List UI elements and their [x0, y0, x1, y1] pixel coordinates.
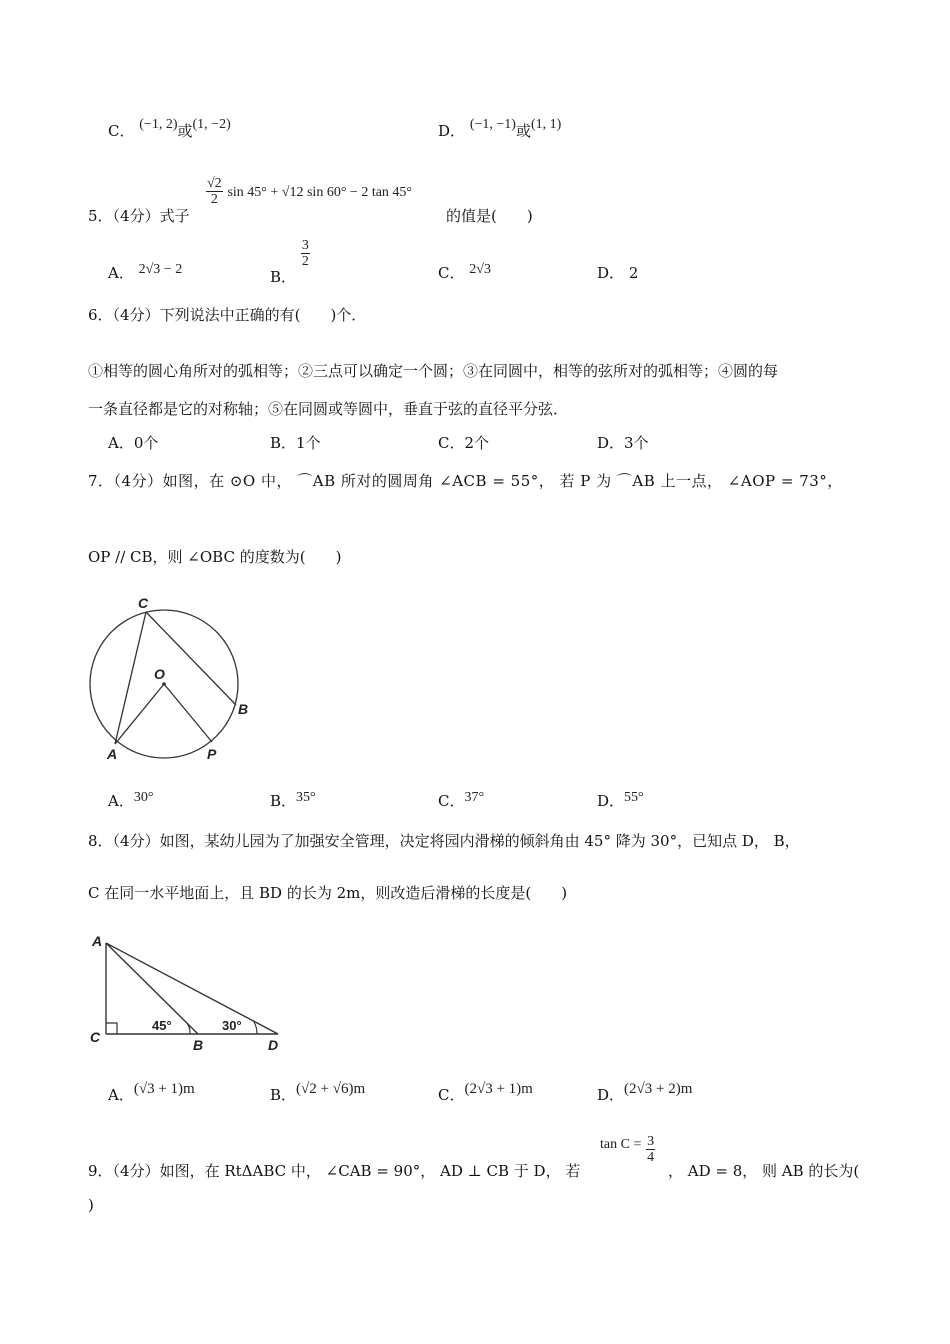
q7-option-b[interactable]	[270, 790, 316, 811]
option-value: (2√3 + 2)m	[624, 1081, 693, 1097]
option-value: 35°	[296, 790, 316, 805]
q5-option-a[interactable]	[108, 262, 182, 283]
q9-stem-prefix: 9．（4分）如图，在 RtΔABC 中， ∠CAB = 90°， AD ⊥ CB 于 D， 若	[88, 1162, 581, 1180]
fraction	[646, 1134, 655, 1166]
label-d: D	[268, 1037, 279, 1053]
angle-label-45: 45°	[152, 1018, 172, 1033]
q5-option-c[interactable]	[438, 262, 491, 283]
option-value: (√2 + √6)m	[296, 1081, 366, 1097]
radius-op	[164, 684, 212, 742]
q5-option-d[interactable]	[597, 262, 638, 283]
option-value: 2个	[464, 434, 490, 452]
option-label: D．	[597, 264, 625, 282]
option-label: A．	[108, 792, 134, 810]
option-label: A．	[108, 434, 134, 452]
q6-stem: 6．（4分）下列说法中正确的有( )个．	[88, 306, 367, 324]
label-a: A	[107, 746, 118, 762]
denominator: 2	[210, 192, 218, 208]
fraction	[206, 176, 223, 208]
option-label: C．	[438, 792, 465, 810]
option-label: A．	[108, 1086, 134, 1104]
chord-cb	[146, 612, 236, 705]
angle-label-30: 30°	[222, 1018, 242, 1033]
option-value: 1个	[296, 434, 321, 452]
option-value: 55°	[624, 790, 644, 805]
center-point	[162, 682, 166, 686]
option-value: (2√3 + 1)m	[464, 1081, 533, 1097]
option-value: 2√3 − 2	[138, 262, 183, 277]
q7-option-d[interactable]	[597, 790, 644, 811]
q6-body-line1: ①相等的圆心角所对的弧相等；②三点可以确定一个圆；③在同圆中，相等的弦所对的弧相等；④圆的每	[88, 362, 779, 380]
option-value: 2	[628, 264, 639, 282]
numerator: 3	[301, 238, 309, 253]
label-c: C	[90, 1029, 101, 1045]
q8-stem-line2: C 在同一水平地面上，且 BD 的长为 2m，则改造后滑梯的长度是( )	[88, 884, 568, 902]
expression-rest: sin 45° + √12 sin 60° − 2 tan 45°	[227, 184, 413, 200]
q7-option-a[interactable]	[108, 790, 153, 811]
option-label: D．	[597, 434, 625, 452]
angle-arc-45	[186, 1022, 190, 1034]
q6-option-a[interactable]	[108, 432, 158, 453]
denominator: 2	[301, 254, 309, 270]
option-value: 37°	[464, 790, 485, 805]
option-label: D．	[597, 792, 625, 810]
q7-stem-line2: OP // CB，则 ∠OBC 的度数为( )	[88, 548, 342, 566]
label-o: O	[154, 666, 165, 682]
right-angle-mark	[106, 1023, 117, 1034]
tan-label: tan C =	[600, 1136, 642, 1152]
q8-option-c[interactable]	[438, 1081, 533, 1105]
option-value: (1, 1)	[530, 117, 562, 132]
q5-stem-prefix: 5．（4分）式子	[88, 207, 190, 225]
option-label: C．	[438, 264, 465, 282]
numerator: √2	[207, 176, 222, 191]
option-label: C．	[438, 434, 465, 452]
q6-option-b[interactable]	[270, 432, 321, 453]
option-label: A．	[108, 264, 134, 282]
option-label: C．	[108, 122, 135, 140]
slide-ad	[106, 943, 278, 1034]
option-value: (√3 + 1)m	[133, 1081, 195, 1097]
q5-option-b[interactable]	[270, 238, 310, 286]
q9-stem-suffix: ， AD = 8， 则 AB 的长为(	[668, 1162, 860, 1180]
q6-body-line2: 一条直径都是它的对称轴；⑤在同圆或等圆中，垂直于弦的直径平分弦．	[88, 400, 569, 418]
numerator: 3	[647, 1134, 655, 1149]
option-value: (−1, 2)	[139, 117, 178, 132]
q6-option-d[interactable]	[597, 432, 649, 453]
q9-stem-line2: )	[88, 1196, 94, 1214]
q4-option-d[interactable]	[438, 117, 562, 141]
angle-arc-30	[254, 1022, 257, 1034]
q6-option-c[interactable]	[438, 432, 489, 453]
option-label: D．	[597, 1086, 625, 1104]
or-text: 或	[177, 122, 193, 140]
label-a: A	[92, 933, 103, 949]
label-b: B	[238, 701, 249, 717]
q4-option-c[interactable]	[108, 117, 231, 141]
label-p: P	[207, 746, 217, 762]
option-label: B．	[270, 1086, 297, 1104]
q8-stem-line1: 8．（4分）如图，某幼儿园为了加强安全管理，决定将园内滑梯的倾斜角由 45° 降为 30°，已知点 D， B，	[88, 832, 800, 850]
option-value: 0个	[133, 434, 159, 452]
q5-stem-suffix: 的值是( )	[446, 207, 533, 225]
option-label: B．	[270, 792, 297, 810]
label-b: B	[193, 1037, 204, 1053]
denominator: 4	[647, 1150, 655, 1166]
option-label: B．	[270, 434, 297, 452]
q5-expression	[206, 176, 412, 208]
q8-option-b[interactable]	[270, 1081, 366, 1105]
or-text: 或	[515, 122, 531, 140]
option-label: D．	[438, 122, 466, 140]
q8-option-a[interactable]	[108, 1081, 195, 1105]
q7-stem-line1: 7．（4分）如图，在 ⊙O 中， ⌒AB 所对的圆周角 ∠ACB = 55°， 若 P 为 ⌒AB 上一点， ∠AOP = 73°，	[88, 472, 843, 490]
option-value: 30°	[133, 790, 154, 805]
fraction	[301, 238, 310, 270]
q7-circle-figure	[80, 592, 255, 767]
q7-option-c[interactable]	[438, 790, 484, 811]
q9-tan-expression	[600, 1134, 655, 1166]
option-value: 3个	[624, 434, 649, 452]
option-label: B．	[270, 267, 297, 286]
label-c: C	[138, 595, 149, 611]
option-label: C．	[438, 1086, 465, 1104]
option-value: 2√3	[469, 262, 491, 277]
option-value: (1, −2)	[192, 117, 231, 132]
q8-option-d[interactable]	[597, 1081, 693, 1105]
option-value: (−1, −1)	[469, 117, 516, 132]
q8-slide-figure	[86, 930, 296, 1055]
